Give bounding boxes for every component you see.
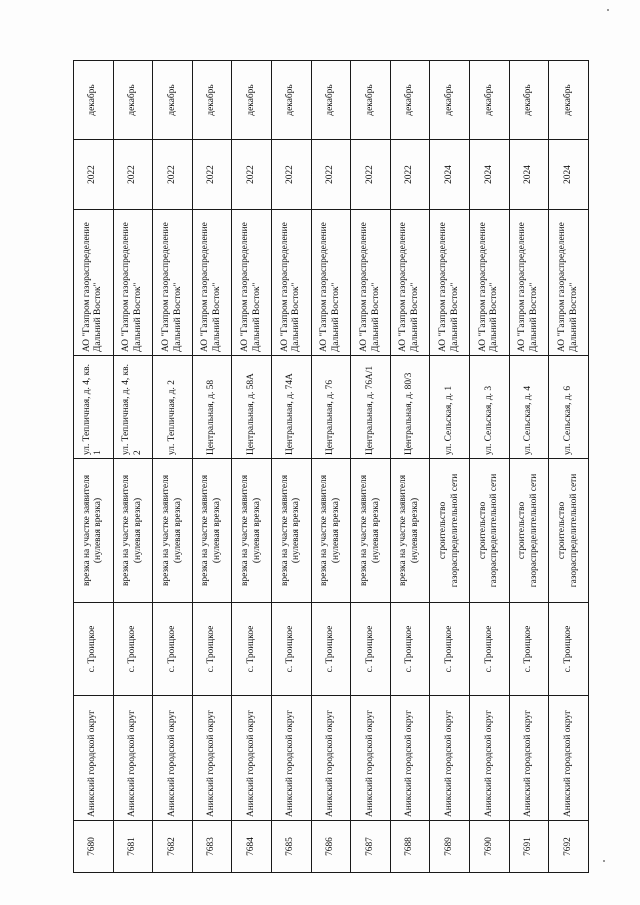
address-cell: Центральная, д. 58 [192, 356, 232, 459]
village-cell: с. Троицкое [74, 603, 114, 696]
address-cell: ул. Сельская, д. 1 [430, 356, 470, 459]
district-cell: Аникский городской округ [549, 696, 589, 821]
table-row [232, 61, 272, 873]
table-row [390, 61, 430, 873]
address-cell: ул. Сельская, д. 4 [509, 356, 549, 459]
year-cell: 2022 [232, 140, 272, 210]
district-cell: Аникский городской округ [470, 696, 510, 821]
district-cell: Аникский городской округ [509, 696, 549, 821]
table-row [430, 61, 470, 873]
organization-cell: АО "Газпром газораспределение Дальний Восток" [232, 210, 272, 356]
row-number: 7684 [232, 821, 272, 873]
table-row [470, 61, 510, 873]
work-type-cell: строительство газораспределительной сети [549, 459, 589, 603]
organization-cell: АО "Газпром газораспределение Дальний Восток" [549, 210, 589, 356]
work-type-cell: врезка на участке заявителя (нулевая врезка) [311, 459, 351, 603]
address-cell: ул. Сельская, д. 3 [470, 356, 510, 459]
address-cell: ул. Тепличная, д. 4, кв. 1 [74, 356, 114, 459]
row-number: 7692 [549, 821, 589, 873]
work-type-cell: строительство газораспределительной сети [430, 459, 470, 603]
address-cell: Центральная, д. 80/3 [390, 356, 430, 459]
month-cell: декабрь [232, 61, 272, 140]
district-cell: Аникский городской округ [272, 696, 312, 821]
row-number: 7680 [74, 821, 114, 873]
row-number: 7683 [192, 821, 232, 873]
month-cell: декабрь [509, 61, 549, 140]
district-cell: Аникский городской округ [153, 696, 193, 821]
work-type-cell: строительство газораспределительной сети [509, 459, 549, 603]
village-cell: с. Троицкое [311, 603, 351, 696]
district-cell: Аникский городской округ [390, 696, 430, 821]
year-cell: 2022 [192, 140, 232, 210]
organization-cell: АО "Газпром газораспределение Дальний Восток" [192, 210, 232, 356]
address-cell: ул. Тепличная, д. 4, кв. 2 [113, 356, 153, 459]
district-cell: Аникский городской округ [113, 696, 153, 821]
table-row [192, 61, 232, 873]
month-cell: декабрь [113, 61, 153, 140]
work-type-cell: врезка на участке заявителя (нулевая врезка) [272, 459, 312, 603]
village-cell: с. Троицкое [351, 603, 391, 696]
table-row [509, 61, 549, 873]
work-type-cell: врезка на участке заявителя (нулевая врезка) [192, 459, 232, 603]
village-cell: с. Троицкое [509, 603, 549, 696]
table-row [351, 61, 391, 873]
organization-cell: АО "Газпром газораспределение Дальний Восток" [113, 210, 153, 356]
district-cell: Аникский городской округ [430, 696, 470, 821]
address-cell: Центральная, д. 58А [232, 356, 272, 459]
year-cell: 2022 [311, 140, 351, 210]
district-cell: Аникский городской округ [232, 696, 272, 821]
year-cell: 2024 [470, 140, 510, 210]
year-cell: 2024 [549, 140, 589, 210]
organization-cell: АО "Газпром газораспределение Дальний Восток" [351, 210, 391, 356]
gasification-schedule-table [73, 60, 589, 873]
rotated-table-wrapper [73, 61, 589, 873]
address-cell: ул. Тепличная, д. 2 [153, 356, 193, 459]
district-cell: Аникский городской округ [74, 696, 114, 821]
organization-cell: АО "Газпром газораспределение Дальний Восток" [74, 210, 114, 356]
table-body [74, 61, 589, 873]
row-number: 7685 [272, 821, 312, 873]
village-cell: с. Троицкое [430, 603, 470, 696]
work-type-cell: врезка на участке заявителя (нулевая врезка) [351, 459, 391, 603]
district-cell: Аникский городской округ [351, 696, 391, 821]
row-number: 7689 [430, 821, 470, 873]
month-cell: декабрь [351, 61, 391, 140]
organization-cell: АО "Газпром газораспределение Дальний Восток" [470, 210, 510, 356]
organization-cell: АО "Газпром газораспределение Дальний Восток" [509, 210, 549, 356]
scan-speck [603, 860, 605, 862]
table-row [113, 61, 153, 873]
year-cell: 2022 [74, 140, 114, 210]
month-cell: декабрь [430, 61, 470, 140]
row-number: 7690 [470, 821, 510, 873]
organization-cell: АО "Газпром газораспределение Дальний Восток" [311, 210, 351, 356]
work-type-cell: врезка на участке заявителя (нулевая врезка) [153, 459, 193, 603]
scan-speck [607, 9, 609, 11]
table-row [153, 61, 193, 873]
organization-cell: АО "Газпром газораспределение Дальний Восток" [153, 210, 193, 356]
year-cell: 2022 [113, 140, 153, 210]
village-cell: с. Троицкое [232, 603, 272, 696]
village-cell: с. Троицкое [390, 603, 430, 696]
work-type-cell: врезка на участке заявителя (нулевая врезка) [390, 459, 430, 603]
month-cell: декабрь [153, 61, 193, 140]
district-cell: Аникский городской округ [311, 696, 351, 821]
address-cell: Центральная, д. 74А [272, 356, 312, 459]
row-number: 7688 [390, 821, 430, 873]
work-type-cell: врезка на участке заявителя (нулевая врезка) [74, 459, 114, 603]
month-cell: декабрь [549, 61, 589, 140]
work-type-cell: врезка на участке заявителя (нулевая врезка) [113, 459, 153, 603]
month-cell: декабрь [311, 61, 351, 140]
year-cell: 2022 [153, 140, 193, 210]
row-number: 7681 [113, 821, 153, 873]
year-cell: 2024 [509, 140, 549, 210]
village-cell: с. Троицкое [549, 603, 589, 696]
table-row [549, 61, 589, 873]
month-cell: декабрь [470, 61, 510, 140]
village-cell: с. Троицкое [192, 603, 232, 696]
village-cell: с. Троицкое [272, 603, 312, 696]
work-type-cell: врезка на участке заявителя (нулевая врезка) [232, 459, 272, 603]
village-cell: с. Троицкое [470, 603, 510, 696]
row-number: 7691 [509, 821, 549, 873]
village-cell: с. Троицкое [113, 603, 153, 696]
village-cell: с. Троицкое [153, 603, 193, 696]
organization-cell: АО "Газпром газораспределение Дальний Восток" [272, 210, 312, 356]
year-cell: 2022 [390, 140, 430, 210]
district-cell: Аникский городской округ [192, 696, 232, 821]
table-row [311, 61, 351, 873]
month-cell: декабрь [272, 61, 312, 140]
row-number: 7682 [153, 821, 193, 873]
organization-cell: АО "Газпром газораспределение Дальний Восток" [390, 210, 430, 356]
year-cell: 2022 [351, 140, 391, 210]
table-row [272, 61, 312, 873]
table-row [74, 61, 114, 873]
address-cell: Центральная, д. 76 [311, 356, 351, 459]
year-cell: 2022 [272, 140, 312, 210]
year-cell: 2024 [430, 140, 470, 210]
work-type-cell: строительство газораспределительной сети [470, 459, 510, 603]
month-cell: декабрь [390, 61, 430, 140]
address-cell: Центральная, д. 76А/1 [351, 356, 391, 459]
row-number: 7687 [351, 821, 391, 873]
month-cell: декабрь [74, 61, 114, 140]
row-number: 7686 [311, 821, 351, 873]
month-cell: декабрь [192, 61, 232, 140]
address-cell: ул. Сельская, д. 6 [549, 356, 589, 459]
organization-cell: АО "Газпром газораспределение Дальний Восток" [430, 210, 470, 356]
